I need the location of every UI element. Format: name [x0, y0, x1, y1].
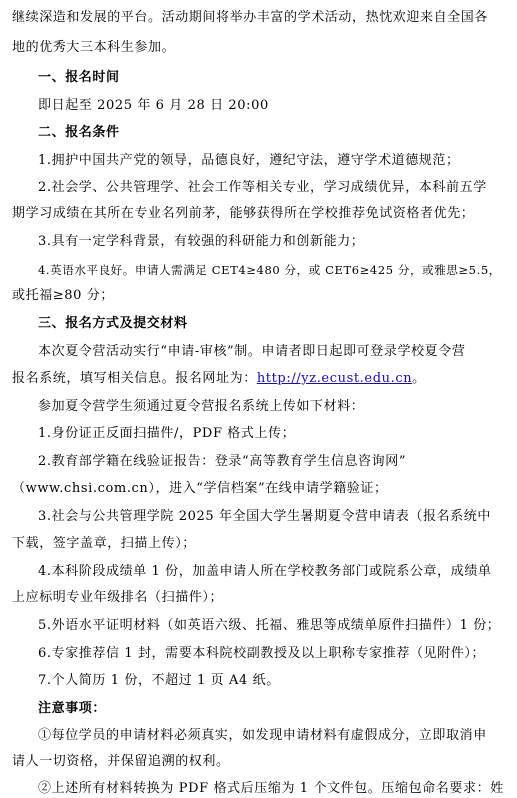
notes-heading: 注意事项：: [38, 701, 107, 716]
paragraph-line: 地的优秀大三本科生参加。: [12, 40, 176, 55]
material-item-cont: 下载，签字盖章，扫描上传）；: [12, 536, 196, 551]
material-item: 4.本科阶段成绩单 1 份，加盖申请人所在学校教务部门或院系公章，成绩单: [38, 564, 492, 579]
condition-item: 1.拥护中国共产党的领导，品德良好，遵纪守法，遵守学术道德规范；: [38, 153, 460, 168]
material-item: 7.个人简历 1 份，不超过 1 页 A4 纸。: [38, 673, 280, 688]
registration-link[interactable]: http://yz.ecust.edu.cn: [256, 371, 413, 386]
note-item: ①每位学员的申请材料必须真实，如发现申请材料有虚假成分，立即取消申: [38, 728, 487, 743]
paragraph-line: 本次夏令营活动实行“申请-审核”制。申请者即日起即可登录学校夏令营: [38, 344, 466, 359]
condition-item: 3.具有一定学科背景，有较强的科研能力和创新能力；: [38, 234, 365, 249]
section-heading-time: 一、报名时间: [38, 70, 120, 85]
condition-item-cont: 或托福≥80 分；: [12, 288, 114, 303]
paragraph-text: 报名系统，填写相关信息。报名网址为：: [12, 371, 257, 386]
section-heading-conditions: 二、报名条件: [38, 125, 120, 140]
note-item-cont: 请人一切资格，并保留追溯的权利。: [12, 754, 230, 769]
condition-item: 4.英语水平良好。申请人需满足 CET4≥480 分，或 CET6≥425 分，或雅思≥5.5，: [38, 263, 501, 277]
registration-deadline: 即日起至 2025 年 6 月 28 日 20:00: [38, 98, 269, 113]
condition-item-cont: 期学习成绩在其所在专业名列前茅，能够获得所在学校推荐免试资格者优先；: [12, 206, 475, 221]
material-item-cont: （www.chsi.com.cn），进入“学信档案”在线申请学籍验证；: [12, 481, 388, 496]
note-item: ②上述所有材料转换为 PDF 格式后压缩为 1 个文件包。压缩包命名要求：姓: [38, 781, 504, 796]
material-item-cont: 上应标明专业年级排名（扫描件）；: [12, 590, 224, 605]
material-item: 5.外语水平证明材料（如英语六级、托福、雅思等成绩单原件扫描件）1 份；: [38, 618, 501, 633]
material-item: 2.教育部学籍在线验证报告：登录“高等教育学生信息咨询网”: [38, 454, 407, 469]
condition-item: 2.社会学、公共管理学、社会工作等相关专业，学习成绩优异，本科前五学: [38, 180, 487, 195]
paragraph-line: 参加夏令营学生须通过夏令营报名系统上传如下材料：: [38, 399, 365, 414]
paragraph-line: [12, 370, 505, 388]
material-item: 1.身份证正反面扫描件/，PDF 格式上传；: [38, 426, 296, 441]
material-item: 6.专家推荐信 1 封，需要本科院校副教授及以上职称专家推荐（见附件）；: [38, 646, 486, 661]
section-heading-materials: 三、报名方式及提交材料: [38, 316, 188, 331]
paragraph-line: 继续深造和发展的平台。活动期间将举办丰富的学术活动，热忱欢迎来自全国各: [12, 10, 489, 25]
material-item: 3.社会与公共管理学院 2025 年全国大学生暑期夏令营申请表（报名系统中: [38, 509, 491, 524]
paragraph-text: 。: [412, 371, 426, 386]
